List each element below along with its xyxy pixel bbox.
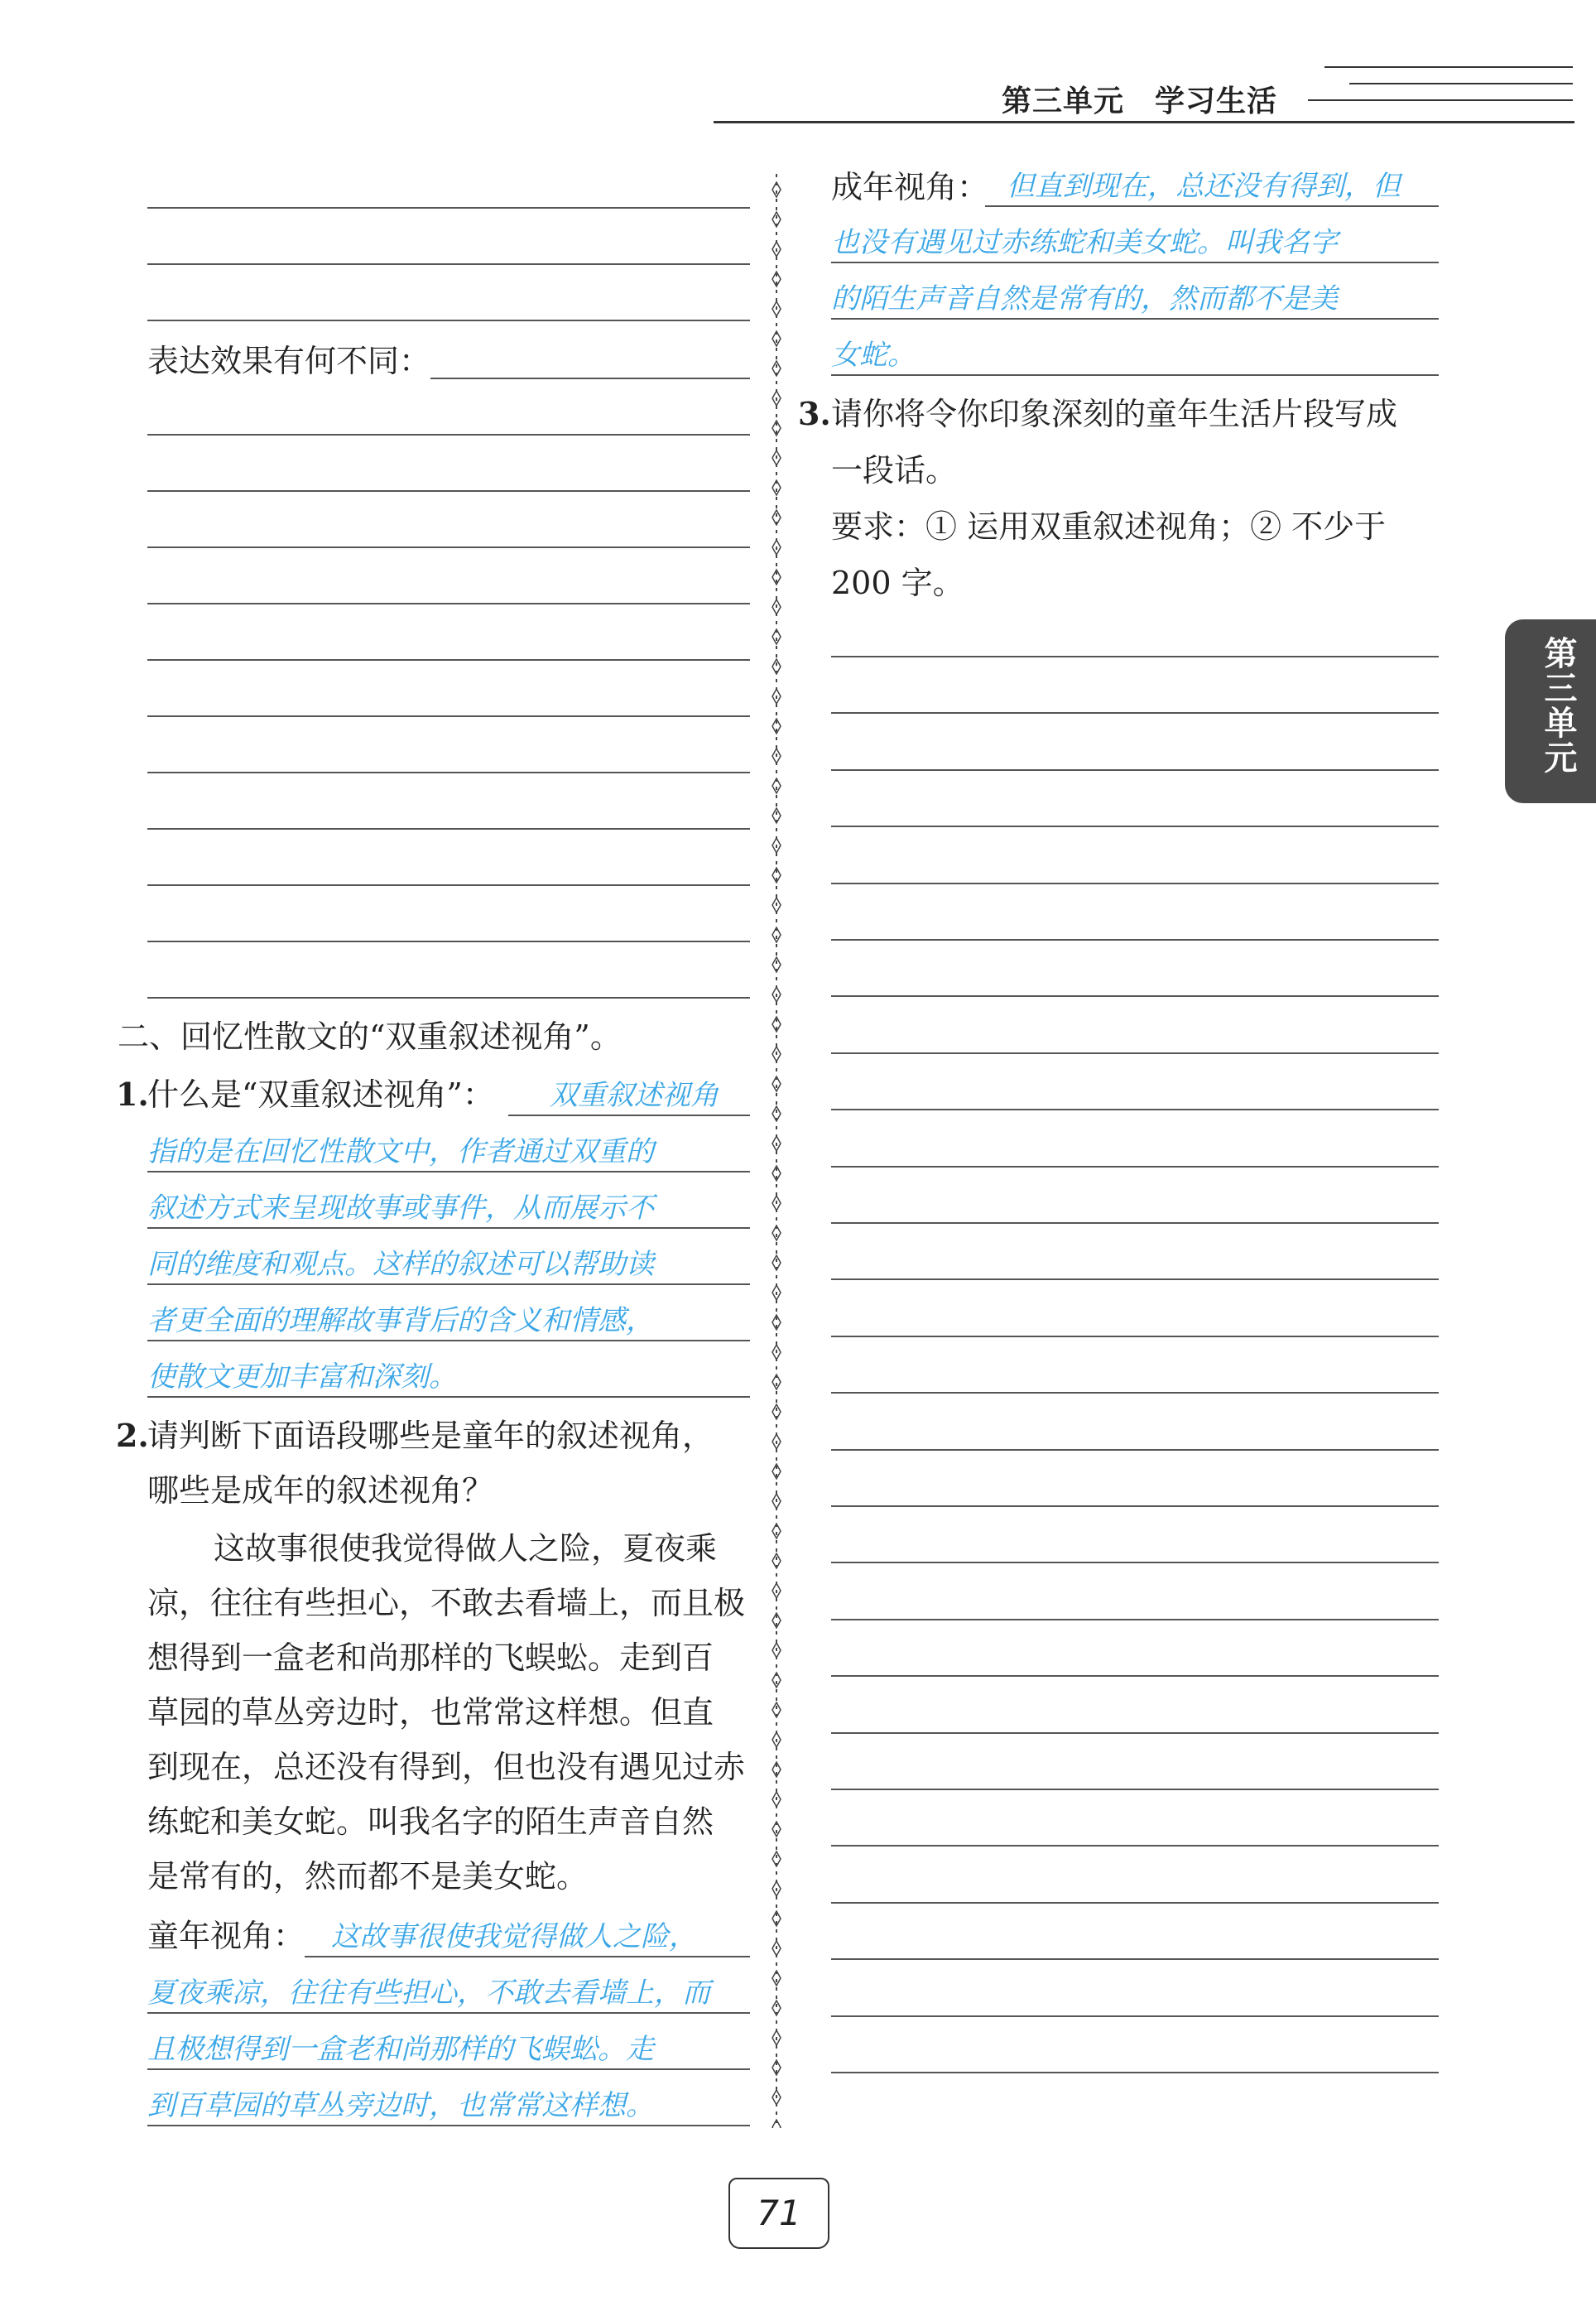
adult-answer-underline xyxy=(831,374,1439,376)
writing-line xyxy=(831,2015,1439,2017)
writing-line xyxy=(831,995,1439,997)
q1-answer-underline xyxy=(147,1171,750,1172)
q1-answer-underline xyxy=(147,1227,750,1229)
q1-answer-underline xyxy=(508,1115,750,1116)
writing-line xyxy=(831,656,1439,657)
adult-answer-line: 女蛇。 xyxy=(831,339,916,372)
header-rule-deco-2 xyxy=(1349,83,1573,84)
child-answer-line: 夏夜乘凉，往往有些担心，不敢去看墙上，而 xyxy=(147,1977,710,2010)
child-answer-underline xyxy=(147,2068,750,2070)
adult-answer-underline xyxy=(831,262,1439,263)
passage-line: 到现在，总还没有得到，但也没有遇见过赤 xyxy=(147,1749,746,1785)
q1-answer-line: 指的是在回忆性散文中，作者通过双重的 xyxy=(147,1135,654,1168)
q1-answer-line: 叙述方式来呈现故事或事件，从而展示不 xyxy=(147,1192,654,1225)
child-view-label: 童年视角： xyxy=(147,1918,305,1954)
writing-line xyxy=(831,2072,1439,2073)
writing-line xyxy=(831,826,1439,827)
writing-line xyxy=(831,1222,1439,1224)
writing-line xyxy=(831,883,1439,884)
writing-line xyxy=(831,1732,1439,1734)
adult-answer-line: 但直到现在，总还没有得到，但 xyxy=(1007,170,1401,203)
writing-line xyxy=(831,1902,1439,1904)
page-number: 71 xyxy=(728,2178,829,2249)
answer-line xyxy=(147,546,750,548)
writing-line xyxy=(831,1166,1439,1168)
section-two-title: 二、回忆性散文的“双重叙述视角”。 xyxy=(118,1018,622,1055)
q1-answer-line: 使散文更加丰富和深刻。 xyxy=(147,1360,457,1394)
effect-label: 表达效果有何不同： xyxy=(147,343,431,379)
writing-line xyxy=(831,1336,1439,1337)
q1-answer-underline xyxy=(147,1340,750,1341)
adult-answer-underline xyxy=(831,318,1439,320)
passage-line: 这故事很使我觉得做人之险，夏夜乘 xyxy=(214,1530,718,1567)
child-answer-line: 且极想得到一盒老和尚那样的飞蜈蚣。走 xyxy=(147,2033,654,2066)
unit-side-tab xyxy=(1505,619,1596,803)
answer-line xyxy=(147,490,750,492)
q3-prompt-line: 请你将令你印象深刻的童年生活片段写成 xyxy=(831,396,1398,432)
writing-line xyxy=(831,1505,1439,1507)
writing-line xyxy=(831,1562,1439,1563)
writing-line xyxy=(831,1449,1439,1451)
effect-answer-line xyxy=(430,378,750,379)
passage-line: 凉，往往有些担心，不敢去看墙上，而且极 xyxy=(147,1585,746,1621)
answer-line xyxy=(147,828,750,830)
writing-line xyxy=(831,1619,1439,1620)
answer-line xyxy=(147,320,750,321)
q2-prompt-line: 哪些是成年的叙述视角？ xyxy=(147,1472,494,1509)
answer-line xyxy=(147,263,750,265)
header-rule xyxy=(714,121,1574,123)
q1-answer-line: 同的维度和观点。这样的叙述可以帮助读 xyxy=(147,1248,654,1281)
q2-prompt-line: 请判断下面语段哪些是童年的叙述视角， xyxy=(147,1418,714,1454)
q1-answer-line: 双重叙述视角 xyxy=(550,1079,719,1112)
passage-line: 想得到一盒老和尚那样的飞蜈蚣。走到百 xyxy=(147,1639,714,1676)
writing-line xyxy=(831,1052,1439,1054)
passage-line: 是常有的，然而都不是美女蛇。 xyxy=(147,1858,589,1895)
answer-line xyxy=(147,884,750,886)
q3-number: 3. xyxy=(798,395,831,432)
q3-prompt-line: 一段话。 xyxy=(831,452,958,489)
writing-line xyxy=(831,712,1439,714)
writing-line xyxy=(831,1109,1439,1110)
header-rule-deco-3 xyxy=(1308,99,1573,101)
writing-line xyxy=(831,1392,1439,1394)
writing-line xyxy=(831,1789,1439,1790)
q3-requirement-line: 200 字。 xyxy=(831,565,964,601)
answer-line xyxy=(147,434,750,436)
answer-line xyxy=(147,659,750,661)
divider-diamond xyxy=(772,2120,781,2128)
q1-prompt: 什么是“双重叙述视角”： xyxy=(147,1076,494,1113)
writing-line xyxy=(831,1675,1439,1677)
answer-line xyxy=(147,715,750,717)
passage-line: 草园的草丛旁边时，也常常这样想。但直 xyxy=(147,1694,714,1731)
passage-line: 练蛇和美女蛇。叫我名字的陌生声音自然 xyxy=(147,1803,714,1840)
answer-line xyxy=(147,207,750,209)
adult-answer-line: 的陌生声音自然是常有的，然而都不是美 xyxy=(831,282,1338,315)
child-answer-underline xyxy=(147,2012,750,2014)
q2-number: 2. xyxy=(116,1417,149,1454)
answer-line xyxy=(147,997,750,999)
unit-header-title: 第三单元 学习生活 xyxy=(1002,84,1278,118)
child-answer-line: 到百草园的草丛旁边时，也常常这样想。 xyxy=(147,2089,654,2122)
q1-number: 1. xyxy=(116,1076,149,1113)
q1-answer-line: 者更全面的理解故事背后的含义和情感， xyxy=(147,1304,654,1337)
answer-line xyxy=(147,941,750,942)
adult-answer-line: 也没有遇见过赤练蛇和美女蛇。叫我名字 xyxy=(831,226,1338,259)
child-answer-line: 这故事很使我觉得做人之险， xyxy=(331,1920,697,1953)
writing-line xyxy=(831,1845,1439,1847)
writing-line xyxy=(831,1958,1439,1960)
side-tab-label: 第三单元 xyxy=(1539,636,1577,775)
adult-view-label: 成年视角： xyxy=(831,169,989,205)
child-answer-underline xyxy=(305,1956,750,1957)
writing-line xyxy=(831,1278,1439,1280)
header-rule-deco-1 xyxy=(1324,66,1573,68)
answer-line xyxy=(147,772,750,773)
q1-answer-underline xyxy=(147,1283,750,1285)
column-divider xyxy=(768,174,785,2128)
answer-line xyxy=(147,603,750,604)
child-answer-underline xyxy=(147,2125,750,2126)
q3-requirement-line: 要求：① 运用双重叙述视角；② 不少于 xyxy=(831,508,1387,545)
q1-answer-underline xyxy=(147,1396,750,1398)
writing-line xyxy=(831,769,1439,771)
writing-line xyxy=(831,939,1439,941)
adult-answer-underline xyxy=(985,205,1439,207)
